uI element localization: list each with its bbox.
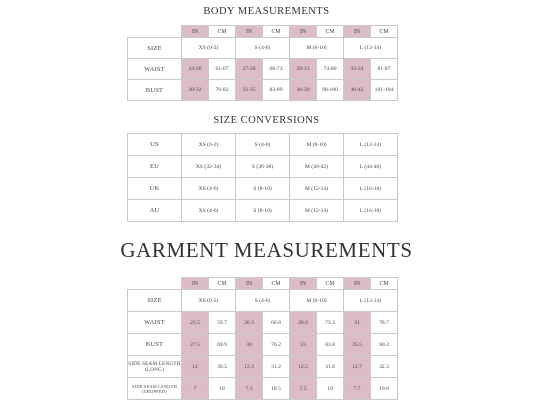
garment-measurements-title: GARMENT MEASUREMENTS xyxy=(120,238,413,262)
value-cell: 26.3 xyxy=(236,312,263,334)
value-cell: 76.2 xyxy=(263,334,290,356)
value-cell: 7.3 xyxy=(236,378,263,400)
value-cell: 90-100 xyxy=(317,80,344,101)
unit-cell: CM xyxy=(209,278,236,290)
value-cell: 19.6 xyxy=(371,378,398,400)
value-cell: 83.8 xyxy=(317,334,344,356)
unit-cell: CM xyxy=(317,26,344,38)
row-label: SIDE SEAM LENGTH (LONG) xyxy=(128,356,182,378)
size-cell: L (12-14) xyxy=(344,290,398,312)
unit-cell: CM xyxy=(209,26,236,38)
size-cell: XS (0-2) xyxy=(182,38,236,59)
value-cell: 12.7 xyxy=(344,356,371,378)
value-cell: 33 xyxy=(290,334,317,356)
value-cell: 78.7 xyxy=(371,312,398,334)
size-cell: M (8-10) xyxy=(290,290,344,312)
row-label: BUST xyxy=(128,334,182,356)
value-cell: 12.3 xyxy=(236,356,263,378)
value-cell: 23.5 xyxy=(182,312,209,334)
table-row xyxy=(128,334,398,356)
value-cell: 59.7 xyxy=(209,312,236,334)
value-cell: 32-34 xyxy=(344,59,371,80)
value-cell: 7.5 xyxy=(290,378,317,400)
unit-cell: IN xyxy=(182,278,209,290)
size-cell: M (12-14) xyxy=(290,178,344,200)
value-cell: 27-28 xyxy=(236,59,263,80)
row-label: US xyxy=(128,134,182,156)
row-label: AU xyxy=(128,200,182,222)
value-cell: 30 xyxy=(236,334,263,356)
unit-cell: IN xyxy=(182,26,209,38)
value-cell: 18.5 xyxy=(263,378,290,400)
row-label: SIDE SEAM LENGTH (CROPPED) xyxy=(128,378,182,400)
unit-cell: CM xyxy=(263,26,290,38)
size-cell: S (4-6) xyxy=(236,134,290,156)
value-cell: 31.2 xyxy=(263,356,290,378)
size-cell: M (12-14) xyxy=(290,200,344,222)
value-cell: 69.9 xyxy=(209,334,236,356)
table-row xyxy=(128,378,398,400)
unit-cell: IN xyxy=(236,26,263,38)
table-row xyxy=(128,290,398,312)
blank-cell xyxy=(128,278,182,290)
value-cell: 7 xyxy=(182,378,209,400)
value-cell: 31 xyxy=(344,312,371,334)
table-row xyxy=(128,38,398,59)
size-conversions-table xyxy=(127,133,398,222)
row-label: EU xyxy=(128,156,182,178)
value-cell: 31.8 xyxy=(317,356,344,378)
unit-cell: CM xyxy=(317,278,344,290)
table-row xyxy=(128,178,398,200)
value-cell: 19 xyxy=(317,378,344,400)
unit-header-row xyxy=(128,278,398,290)
table-row xyxy=(128,312,398,334)
size-cell: S (4-6) xyxy=(236,290,290,312)
size-cell: S (36-38) xyxy=(236,156,290,178)
garment-measurements-table xyxy=(127,277,398,400)
row-label: SIZE xyxy=(128,290,182,312)
table-row xyxy=(128,156,398,178)
table-row xyxy=(128,134,398,156)
size-cell: XS (0-2) xyxy=(182,134,236,156)
value-cell: 18 xyxy=(209,378,236,400)
size-cell: XS (0-2) xyxy=(182,290,236,312)
value-cell: 66.8 xyxy=(263,312,290,334)
size-conversions-title: SIZE CONVERSIONS xyxy=(213,115,320,126)
value-cell: 29-31 xyxy=(290,59,317,80)
value-cell: 83-89 xyxy=(263,80,290,101)
body-measurements-title: BODY MEASUREMENTS xyxy=(203,6,330,17)
value-cell: 33-35 xyxy=(236,80,263,101)
size-cell: S (8-10) xyxy=(236,178,290,200)
size-cell: L (44-46) xyxy=(344,156,398,178)
unit-cell: IN xyxy=(236,278,263,290)
value-cell: 73.2 xyxy=(317,312,344,334)
table-row xyxy=(128,200,398,222)
unit-cell: IN xyxy=(290,26,317,38)
value-cell: 27.5 xyxy=(182,334,209,356)
size-cell: L (16-18) xyxy=(344,178,398,200)
unit-cell: IN xyxy=(344,26,371,38)
row-label: UK xyxy=(128,178,182,200)
size-cell: L (16-18) xyxy=(344,200,398,222)
value-cell: 68-73 xyxy=(263,59,290,80)
value-cell: 32.3 xyxy=(371,356,398,378)
table-row xyxy=(128,59,398,80)
value-cell: 40-42 xyxy=(344,80,371,101)
unit-header-row xyxy=(128,26,398,38)
value-cell: 30.5 xyxy=(209,356,236,378)
row-label: BUST xyxy=(128,80,182,101)
unit-cell: CM xyxy=(371,278,398,290)
size-cell: XS (4-6) xyxy=(182,200,236,222)
unit-cell: CM xyxy=(263,278,290,290)
size-cell: S (4-6) xyxy=(236,38,290,59)
size-cell: L (12-14) xyxy=(344,38,398,59)
unit-cell: CM xyxy=(371,26,398,38)
value-cell: 35.5 xyxy=(344,334,371,356)
size-cell: M (40-42) xyxy=(290,156,344,178)
value-cell: 28.8 xyxy=(290,312,317,334)
size-cell: S (8-10) xyxy=(236,200,290,222)
value-cell: 24-26 xyxy=(182,59,209,80)
value-cell: 101-104 xyxy=(371,80,398,101)
value-cell: 81-87 xyxy=(371,59,398,80)
value-cell: 30-32 xyxy=(182,80,209,101)
value-cell: 7.7 xyxy=(344,378,371,400)
unit-cell: IN xyxy=(290,278,317,290)
size-cell: M (8-10) xyxy=(290,134,344,156)
value-cell: 74-80 xyxy=(317,59,344,80)
value-cell: 12.5 xyxy=(290,356,317,378)
row-label: WAIST xyxy=(128,59,182,80)
body-measurements-table xyxy=(127,25,398,101)
table-row xyxy=(128,356,398,378)
value-cell: 36-39 xyxy=(290,80,317,101)
size-cell: XS (4-6) xyxy=(182,178,236,200)
blank-cell xyxy=(128,26,182,38)
size-cell: XS (32-34) xyxy=(182,156,236,178)
unit-cell: IN xyxy=(344,278,371,290)
value-cell: 61-67 xyxy=(209,59,236,80)
row-label: WAIST xyxy=(128,312,182,334)
value-cell: 90.2 xyxy=(371,334,398,356)
size-cell: L (12-14) xyxy=(344,134,398,156)
value-cell: 12 xyxy=(182,356,209,378)
row-label: SIZE xyxy=(128,38,182,59)
size-cell: M (8-10) xyxy=(290,38,344,59)
table-row xyxy=(128,80,398,101)
value-cell: 76-82 xyxy=(209,80,236,101)
